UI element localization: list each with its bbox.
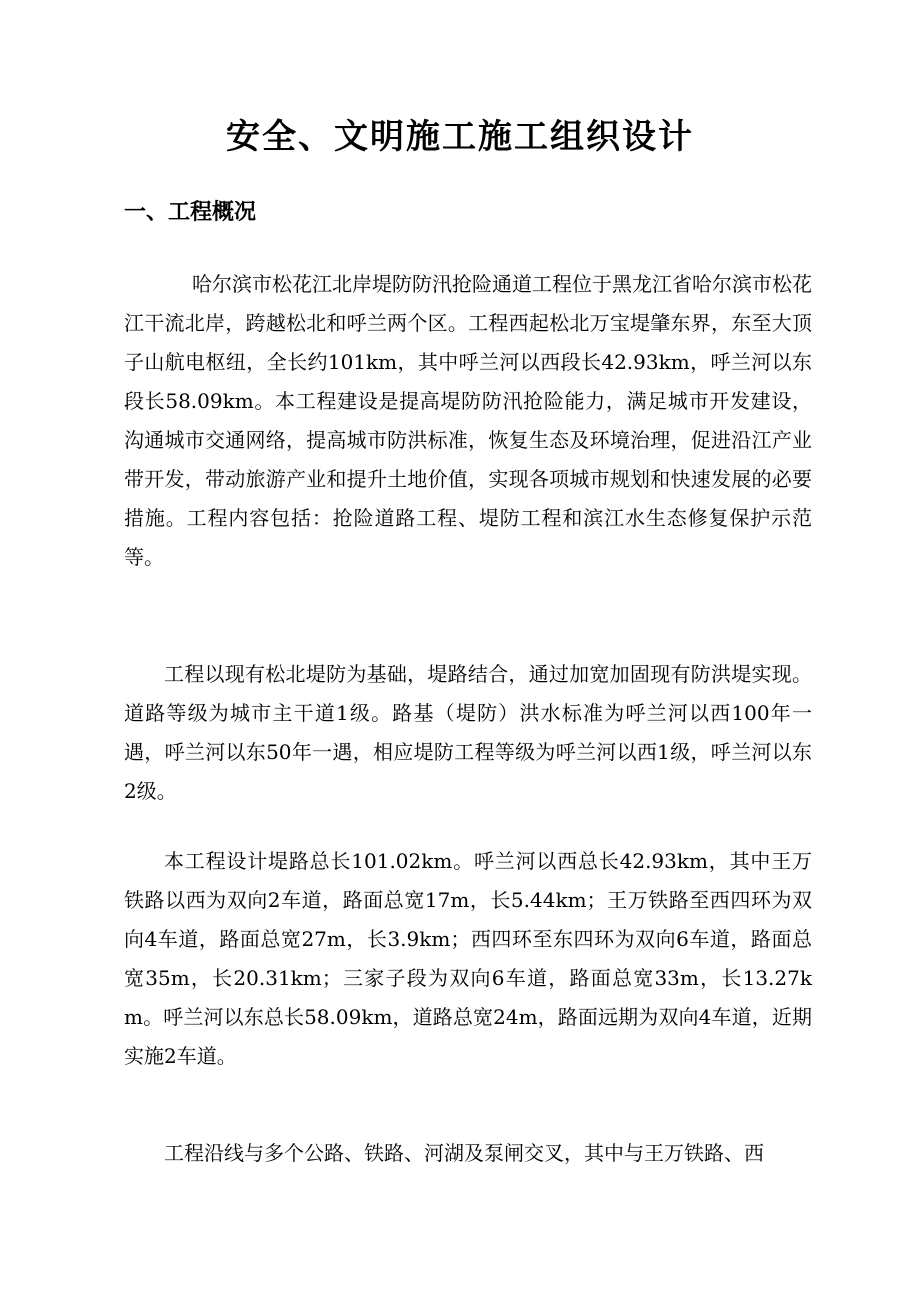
document-title: 安全、文明施工施工组织设计	[226, 117, 694, 157]
paragraph-crossings: 工程沿线与多个公路、铁路、河湖及泵闸交叉，其中与王万铁路、西	[164, 1141, 764, 1165]
paragraph-road-length: 本工程设计堤路总长101.02km。呼兰河以西总长42.93km，其中王万铁路以西为双向2车道，路面总宽17m，长5.44km；王万铁路至西四环为双向4车道，路面总宽27m，长3.9km；西四环至东四环为双向6车道，路面总宽35m，长20.31km；三家子段为双向6车道，路面总宽33m，长13.27km。呼兰河以东总长58.09km，道路总宽24m，路面远期为双向4车道，近期实施2车道。	[124, 849, 812, 1068]
paragraph-road-grade: 工程以现有松北堤防为基础，堤路结合，通过加宽加固现有防洪堤实现。道路等级为城市主干道1级。路基（堤防）洪水标准为呼兰河以西100年一遇，呼兰河以东50年一遇，相应堤防工程等级为呼兰河以西1级，呼兰河以东2级。	[124, 662, 812, 803]
section-heading-project-overview: 一、工程概况	[124, 199, 257, 225]
paragraph-location-overview: 哈尔滨市松花江北岸堤防防汛抢险通道工程位于黑龙江省哈尔滨市松花江干流北岸，跨越松北和呼兰两个区。工程西起松北万宝堤肇东界，东至大顶子山航电枢纽，全长约101km，其中呼兰河以西段长42.93km，呼兰河以东段长58.09km。本工程建设是提高堤防防汛抢险能力，满足城市开发建设，沟通城市交通网络，提高城市防洪标准，恢复生态及环境治理，促进沿江产业带开发，带动旅游产业和提升土地价值，实现各项城市规划和快速发展的必要措施。工程内容包括：抢险道路工程、堤防工程和滨江水生态修复保护示范等。	[124, 272, 812, 569]
